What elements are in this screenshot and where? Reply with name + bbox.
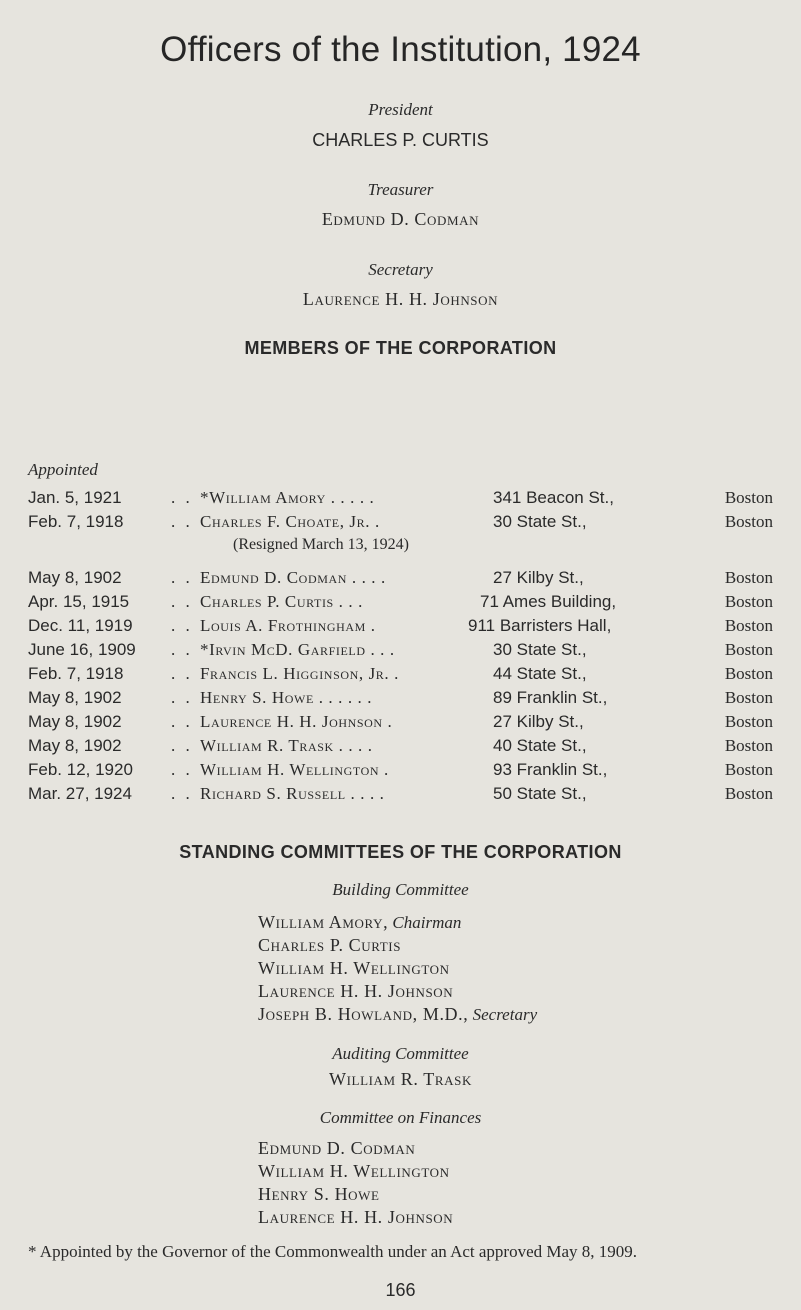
member-name: Richard S. Russell . . . . (200, 784, 385, 803)
member-date: June 16, 1909 (28, 640, 136, 659)
member-dots: . . (171, 616, 193, 635)
committees-heading: STANDING COMMITTEES OF THE CORPORATION (179, 842, 622, 862)
appointed-column-label: Appointed (28, 460, 98, 479)
member-name: *Irvin McD. Garfield . . . (200, 640, 395, 659)
committee-member-name: Laurence H. H. Johnson (258, 1207, 454, 1227)
member-dots: . . (171, 664, 193, 683)
officer-name-treasurer: Edmund D. Codman (321, 209, 480, 229)
member-date: Mar. 27, 1924 (28, 784, 132, 803)
member-name: *William Amory . . . . . (200, 488, 375, 507)
committee-member (258, 1184, 380, 1205)
member-city: Boston (724, 736, 773, 755)
member-address: 93 Franklin St., (493, 760, 608, 779)
officer-role-treasurer: Treasurer (367, 180, 434, 199)
member-note: (Resigned March 13, 1924) (233, 536, 409, 553)
member-address: 71 Ames Building, (480, 592, 617, 611)
member-row (0, 512, 801, 536)
member-date: May 8, 1902 (28, 568, 122, 587)
member-dots: . . (171, 688, 193, 707)
page-number: 166 (385, 1280, 416, 1300)
member-date: Jan. 5, 1921 (28, 488, 122, 507)
member-address: 89 Franklin St., (493, 688, 608, 707)
member-date: Apr. 15, 1915 (28, 592, 130, 611)
member-dots: . . (171, 760, 193, 779)
committee-member-name: William H. Wellington (258, 1161, 450, 1181)
member-dots: . . (171, 736, 193, 755)
committee-member-name: Charles P. Curtis (258, 935, 402, 955)
member-name: Louis A. Frothingham . (200, 616, 376, 635)
member-name: Henry S. Howe . . . . . . (200, 688, 373, 707)
member-name: William R. Trask . . . . (200, 736, 373, 755)
member-row (0, 488, 801, 512)
member-date: May 8, 1902 (28, 712, 122, 731)
officer-role-secretary: Secretary (368, 260, 433, 279)
members-heading: MEMBERS OF THE CORPORATION (244, 338, 557, 358)
member-date: Feb. 12, 1920 (28, 760, 133, 779)
member-name: Laurence H. H. Johnson . (200, 712, 393, 731)
member-row (0, 712, 801, 736)
member-dots: . . (171, 568, 193, 587)
committee-member-title: Chairman (392, 913, 462, 932)
member-row (0, 568, 801, 592)
officer-name-president: CHARLES P. CURTIS (312, 130, 489, 150)
member-date: Feb. 7, 1918 (28, 664, 124, 683)
committee-member (258, 1207, 453, 1228)
member-name: Charles F. Choate, Jr. . (200, 512, 380, 531)
committee-member-name: William Amory, (258, 912, 389, 932)
member-name: Edmund D. Codman . . . . (200, 568, 386, 587)
committee-member-title: Secretary (472, 1005, 538, 1024)
member-city: Boston (724, 616, 773, 635)
member-dots: . . (171, 592, 193, 611)
member-name: William H. Wellington . (200, 760, 389, 779)
member-address: 27 Kilby St., (493, 568, 584, 587)
committee-member-name: Laurence H. H. Johnson (258, 981, 454, 1001)
committee-member (258, 912, 461, 933)
committee-title-auditing: Auditing Committee (332, 1044, 469, 1063)
member-row (0, 664, 801, 688)
member-city: Boston (724, 568, 773, 587)
committee-title-building: Building Committee (332, 880, 469, 899)
member-dots: . . (171, 488, 193, 507)
member-city: Boston (724, 712, 773, 731)
member-name: Francis L. Higginson, Jr. . (200, 664, 399, 683)
committee-member (258, 935, 401, 956)
committee-member-name: William H. Wellington (258, 958, 450, 978)
member-row (0, 760, 801, 784)
member-address: 341 Beacon St., (493, 488, 614, 507)
member-city: Boston (724, 512, 773, 531)
member-address: 911 Barristers Hall, (468, 616, 612, 635)
officer-role-president: President (368, 100, 433, 119)
member-city: Boston (724, 640, 773, 659)
committee-member (258, 1161, 450, 1182)
member-date: Dec. 11, 1919 (28, 616, 133, 635)
member-address: 50 State St., (493, 784, 587, 803)
committee-member-name: Joseph B. Howland, M.D., (258, 1004, 469, 1024)
member-date: May 8, 1902 (28, 736, 122, 755)
member-dots: . . (171, 640, 193, 659)
committee-member (258, 958, 450, 979)
member-row (0, 784, 801, 808)
member-date: May 8, 1902 (28, 688, 122, 707)
officer-name-secretary: Laurence H. H. Johnson (302, 289, 499, 309)
member-row (0, 592, 801, 616)
member-dots: . . (171, 712, 193, 731)
member-city: Boston (724, 760, 773, 779)
member-row (0, 736, 801, 760)
member-dots: . . (171, 512, 193, 531)
committee-title-finances: Committee on Finances (319, 1108, 482, 1127)
committee-member-name: Henry S. Howe (258, 1184, 380, 1204)
member-address: 30 State St., (493, 640, 587, 659)
member-name: Charles P. Curtis . . . (200, 592, 363, 611)
member-row (0, 688, 801, 712)
member-row (0, 640, 801, 664)
committee-member-name: William R. Trask (329, 1069, 472, 1089)
member-address: 30 State St., (493, 512, 587, 531)
committee-member (258, 981, 453, 1002)
footnote: * Appointed by the Governor of the Commonwealth under an Act approved May 8, 1909. (28, 1242, 638, 1261)
member-city: Boston (724, 784, 773, 803)
committee-member (0, 1069, 801, 1090)
member-address: 40 State St., (493, 736, 587, 755)
committee-member (258, 1138, 415, 1159)
member-city: Boston (724, 688, 773, 707)
member-row (0, 616, 801, 640)
member-address: 27 Kilby St., (493, 712, 584, 731)
page-title: Officers of the Institution, 1924 (160, 30, 641, 69)
member-city: Boston (724, 488, 773, 507)
member-city: Boston (724, 664, 773, 683)
committee-member-name: Edmund D. Codman (258, 1138, 416, 1158)
member-city: Boston (724, 592, 773, 611)
member-address: 44 State St., (493, 664, 587, 683)
member-dots: . . (171, 784, 193, 803)
member-date: Feb. 7, 1918 (28, 512, 124, 531)
committee-member (258, 1004, 537, 1025)
